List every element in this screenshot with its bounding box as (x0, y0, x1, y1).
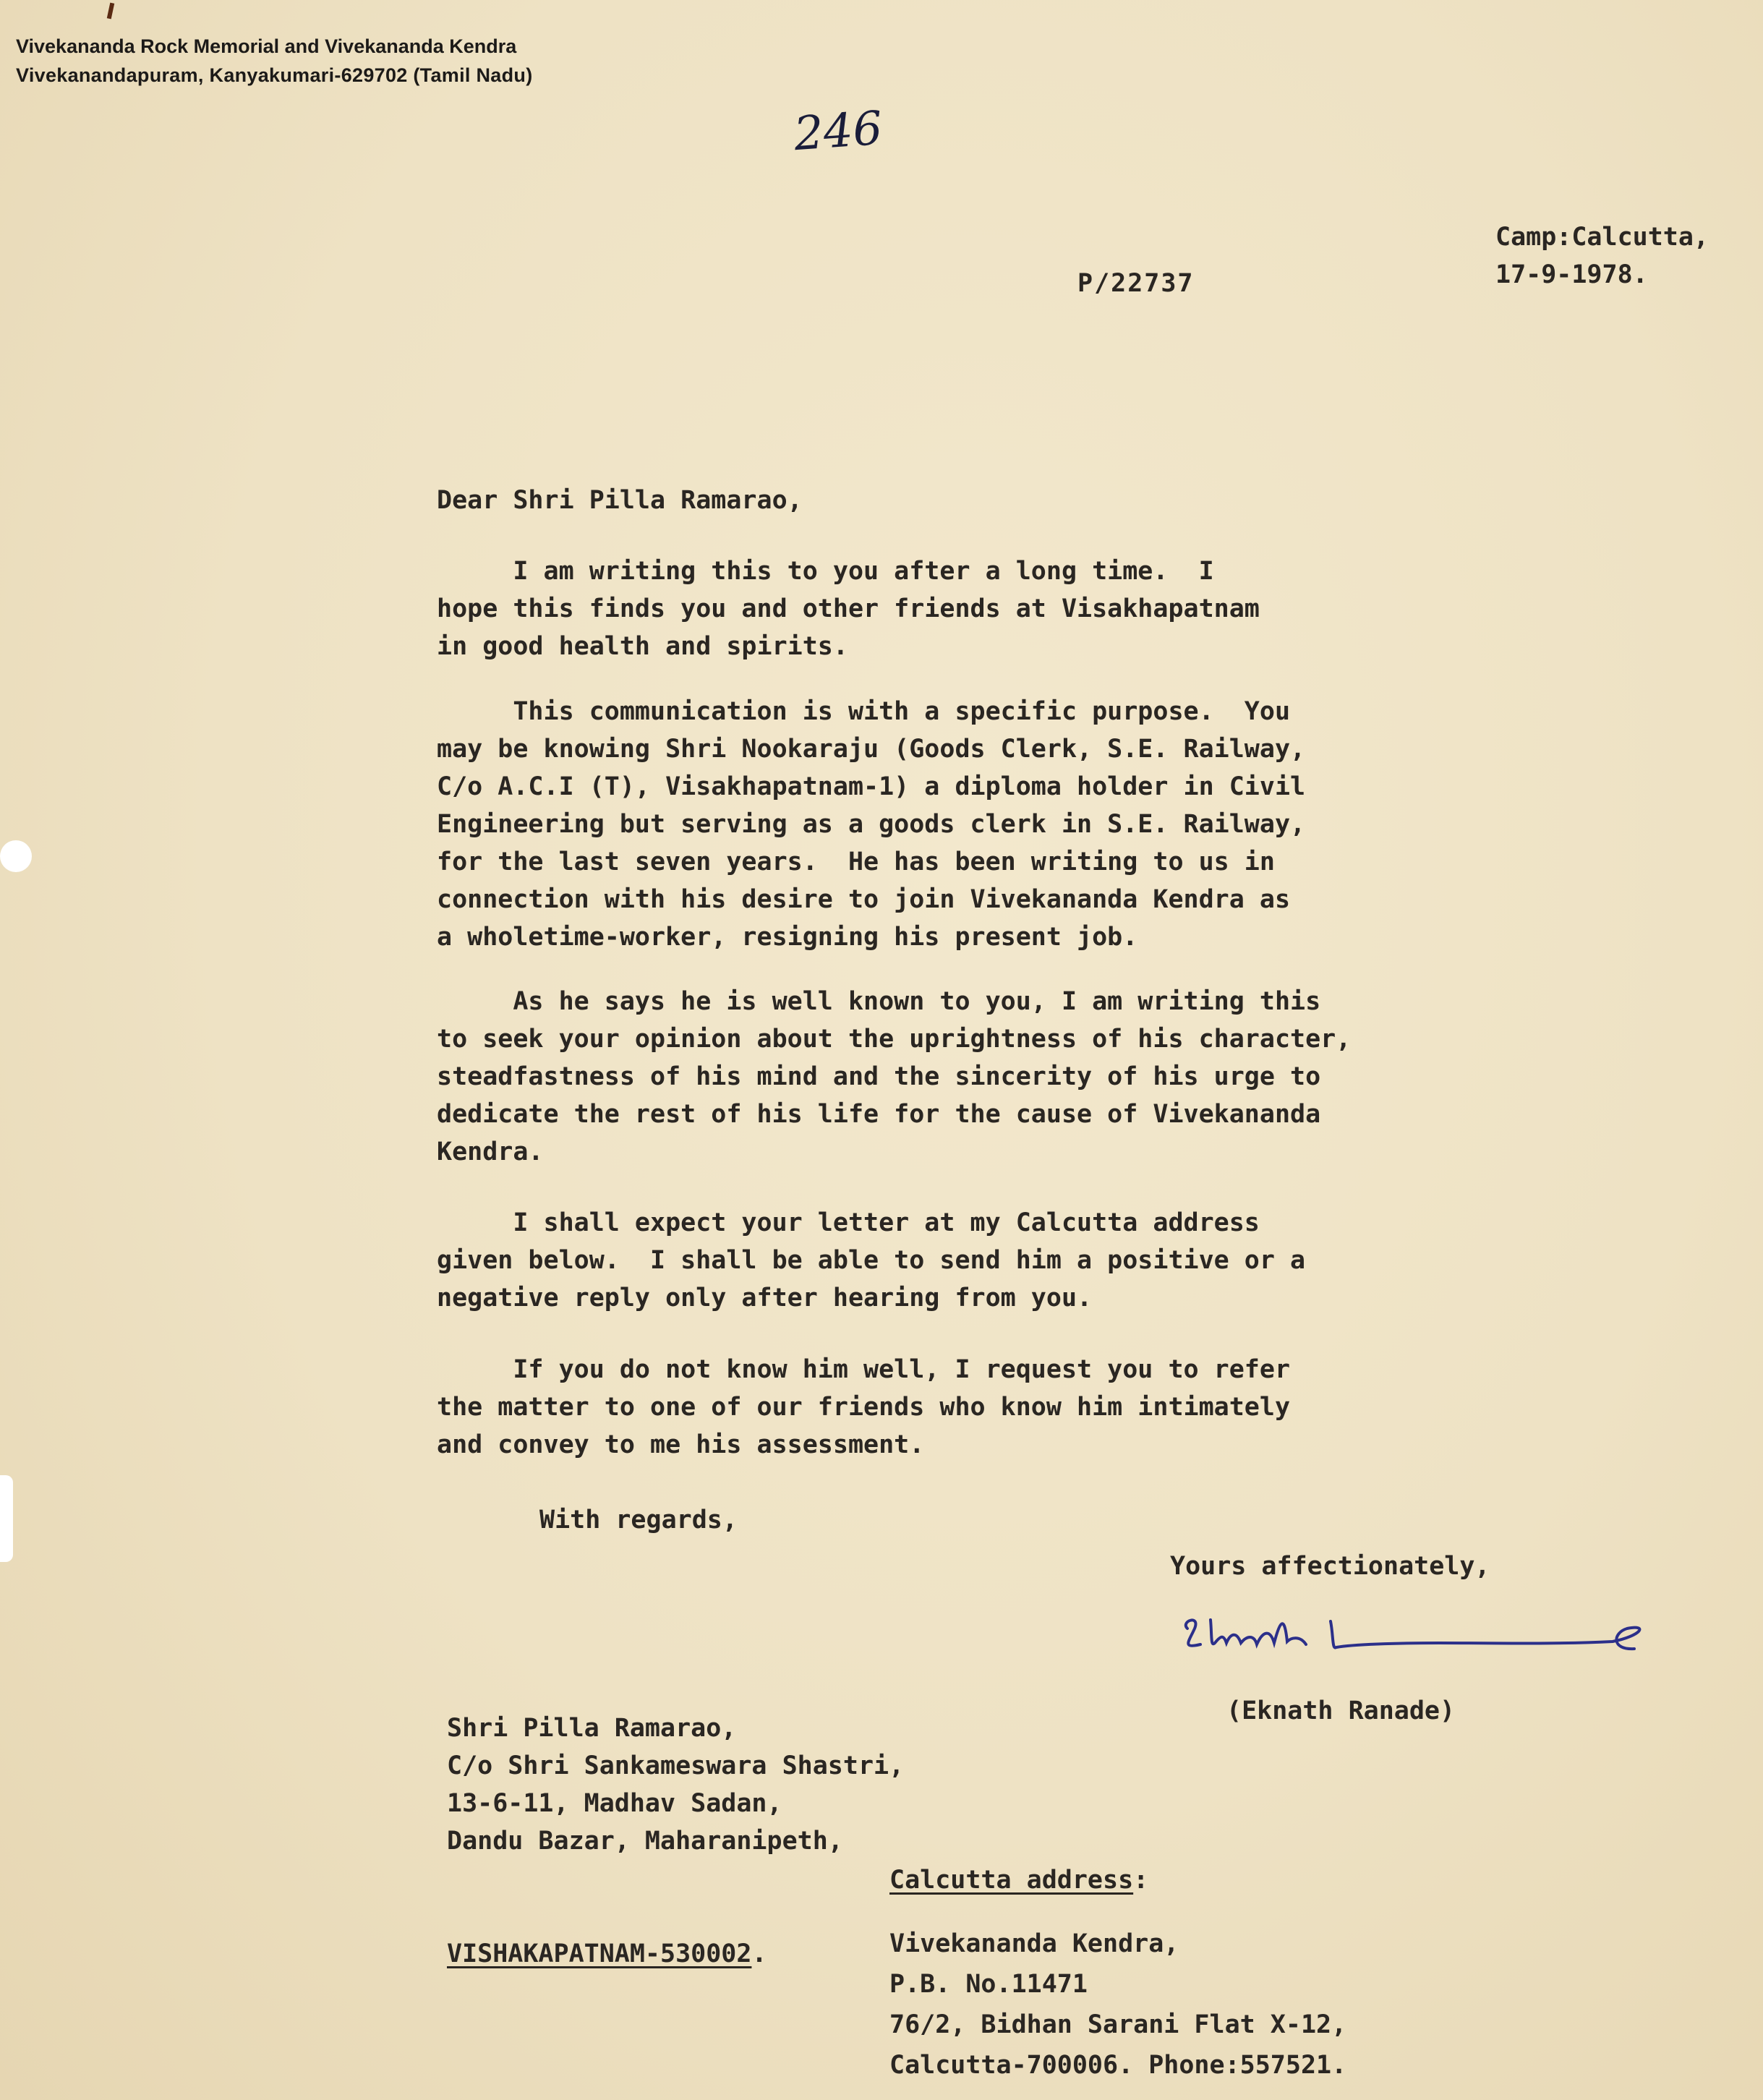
addressee-city: VISHAKAPATNAM-530002 (447, 1939, 752, 1968)
salutation: Dear Shri Pilla Ramarao, (437, 486, 803, 515)
paragraph-5: If you do not know him well, I request you to refer the matter to one of our friends who know him intimately and convey to me his assessment. (437, 1355, 1291, 1459)
paragraph-3: As he says he is well known to you, I am writing this to seek your opinion about the uprightness of his character, steadfastness of his mind and the sincerity of his urge to dedicate the rest of his life for the cause of Vivekananda Kendra. (437, 987, 1352, 1166)
torn-edge (0, 1475, 13, 1562)
calcutta-heading-text: Calcutta address (889, 1866, 1134, 1895)
letterhead (16, 32, 533, 90)
calcutta-heading-colon: : (1133, 1866, 1149, 1895)
addressee-city-suffix: . (751, 1939, 767, 1968)
paragraph-4: I shall expect your letter at my Calcutta address given below. I shall be able to send him a positive or a negative reply only after hearing from you. (437, 1208, 1306, 1312)
paragraph-2: This communication is with a specific purpose. You may be knowing Shri Nookaraju (Goods Clerk, S.E. Railway, C/o A.C.I (T), Visakhapatnam-1) a diploma holder in Civil Engineering but serving as a goods clerk in S.E. Railway, for the last seven years. He has been writing to us in connection with his desire to join Vivekananda Kendra as a wholetime-worker, resigning his present job. (437, 697, 1306, 952)
letterhead-address: Vivekanandapuram, Kanyakumari-629702 (Tamil Nadu) (16, 64, 533, 86)
ink-mark (107, 3, 114, 20)
punch-hole (0, 840, 32, 872)
camp-place: Camp:Calcutta, (1495, 223, 1709, 252)
closing-line: Yours affectionately, (1170, 1552, 1490, 1581)
letter-date: 17-9-1978. (1495, 260, 1648, 289)
letterhead-org: Vivekananda Rock Memorial and Vivekananda Kendra (16, 35, 517, 57)
paragraph-1: I am writing this to you after a long time. I hope this finds you and other friends at Visakhapatnam in good health and spirits. (437, 557, 1260, 661)
folio-number: 246 (792, 101, 884, 162)
camp-block (1495, 218, 1709, 294)
calcutta-address-lines: Vivekananda Kendra, P.B. No.11471 76/2, Bidhan Sarani Flat X-12, Calcutta-700006. Phone:557521. (889, 1929, 1347, 2080)
reference-number: P/22737 (1077, 269, 1195, 298)
signatory-name: (Eknath Ranade) (1226, 1696, 1456, 1725)
regards-line: With regards, (539, 1506, 738, 1535)
addressee-block (447, 1634, 904, 2048)
calcutta-address-heading (889, 1866, 1148, 1895)
addressee-lines: Shri Pilla Ramarao, C/o Shri Sankameswara Shastri, 13-6-11, Madhav Sadan, Dandu Bazar, Maharanipeth, (447, 1714, 905, 1856)
handwritten-signature (1179, 1607, 1656, 1672)
